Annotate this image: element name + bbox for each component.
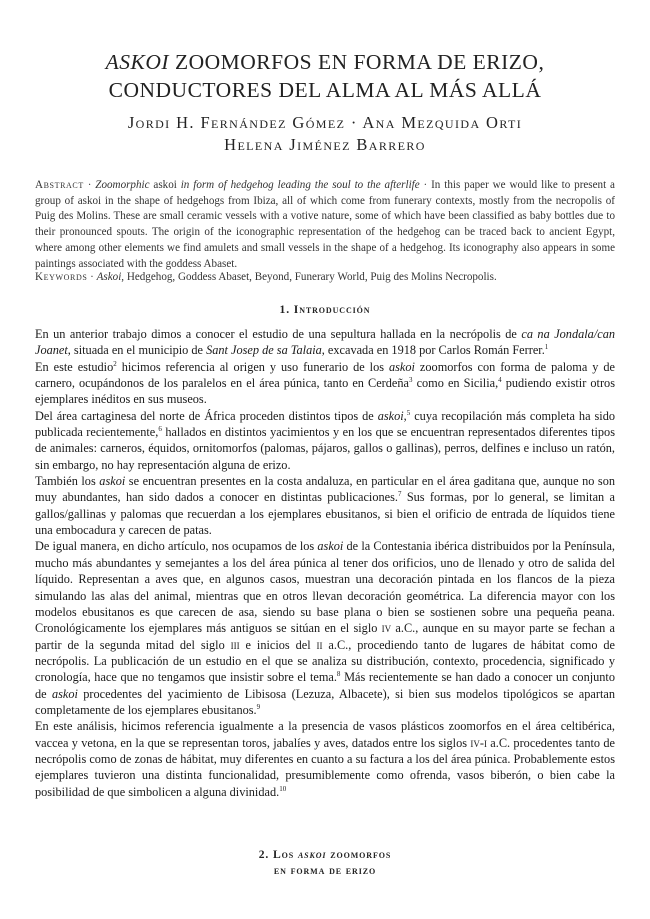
footnote-ref: 6: [158, 424, 162, 433]
footnote-ref: 1: [544, 343, 549, 352]
roman-numeral: iii: [230, 637, 240, 652]
abstract-label: Abstract: [35, 179, 84, 191]
body-text: [35, 326, 615, 800]
abstract-title: Zoomorphic askoi in form of hedgehog leading the soul to the afterlife: [95, 179, 420, 191]
title-askoi: ASKOI: [105, 50, 170, 74]
title-line-1-rest: ZOOMORFOS EN FORMA DE ERIZO,: [169, 50, 545, 74]
paragraph-3: Del área cartaginesa del norte de África proceden distintos tipos de askoi,$^5$ cuya recopilación más completa ha sido publicada recientemente,$^6$ hallados en distintos yacimientos y en los que se encuentran representados diferentes tipos de animales: carneros, équidos, ornitomorfos (palomas, pájaros, gallos o gallinas), perros, delfines e incluso un ratón, sin embargo, no hay representación alguna de erizo.: [35, 408, 615, 472]
roman-numeral: iv: [381, 621, 392, 636]
footnote-ref: 10: [279, 784, 287, 793]
paragraph-6: En este análisis, hicimos referencia igualmente a la presencia de vasos plásticos zoomorfos en el área celtibérica, vaccea y vetona, en la que se representan toros, jabalíes y aves, datados entre los siglos iv-i a.C. procedentes tanto de necrópolis como de zonas de hábitat, muy diferentes en cuanto a su factura a los del área púnica. Probablemente estos ejemplares tuvieron una distinta funcionalidad, presumiblemente como ofrenda, vasos biberón, o bien cabe la posibilidad de que simbolicen a alguna divinidad.$^{10}$: [35, 719, 615, 799]
place-name: Sant Josep de sa Talaia: [206, 343, 322, 358]
footnote-ref: 3: [409, 375, 413, 384]
footnote-ref: 7: [397, 490, 402, 499]
section-heading-2-line-1: 2. Los askoi zoomorfos: [258, 848, 392, 861]
article-title-line-2: CONDUCTORES DEL ALMA AL MÁS ALLÁ: [108, 78, 542, 102]
section-heading-introduccion: 1. Introducción: [279, 303, 371, 316]
keywords-list: , Hedgehog, Goddess Abaset, Beyond, Funerary World, Puig des Molins Necropolis.: [121, 271, 497, 283]
footnote-ref: 2: [113, 359, 117, 368]
footnote-ref: 8: [336, 670, 341, 679]
footnote-ref: 5: [406, 408, 411, 417]
authors-line-2: Helena Jiménez Barrero: [224, 135, 426, 154]
paragraph-5: De igual manera, en dicho artículo, nos ocupamos de los askoi de la Contestania ibérica distribuidos por la Península, mucho más abundantes y semejantes a los del área púnica al tener dos orificios, uno de llenado y otro de salida del líquido. Representan a aves que, en algunos casos, muestran una decoración pintada en los flancos de la pieza simulando las alas del animal, mientras que en otros llevan decoración geométrica. La diferencia mayor con los modelos ebusitanos es que carecen de asa, siendo su base plana o bien se sostienen sobre una pequeña peana. Cronológicamente los ejemplares más antiguos se sitúan en el siglo iv a.C., aunque en su mayor parte se fechan a partir de la segunda mitad del siglo iii e inicios del ii a.C., procediendo tanto de lugares de hábitat como de necrópolis. La publicación de un estudio en el que se analiza su distribución, contexto, procedencia, significado y cronología, hace que no tengamos que insistir sobre el tema.$^8$ Más recientemente se han dado a conocer un conjunto de askoi procedentes del yacimiento de Libisosa (Lezuza, Albacete), si bien sus modelos tipológicos se apartan completamente de los ejemplares ebusitanos.$^9$: [35, 539, 615, 717]
roman-numeral: ii: [316, 637, 323, 652]
footnote-ref: 9: [256, 702, 261, 711]
roman-numeral: iv-i: [470, 735, 487, 750]
paragraph-4: También los askoi se encuentran presentes en la costa andaluza, en particular en el área gaditana que, aunque no son muy abundantes, han sido dados a conocer en distintas publicaciones.$^7$ Sus formas, por lo general, se limitan a gallos/gallinas y palomas que recuerdan a los ejemplares ebusitanos, si bien el orificio de entrada de líquidos tiene una embocadura y carecen de patas.: [35, 474, 615, 538]
abstract: Abstract · Zoomorphic askoi in form of hedgehog leading the soul to the afterlife · In this paper we would like to present a group of askoi in the shape of hedgehogs from Ibiza, all of which come from funerary contexts, mostly from the necropolis of Puig des Molins. These are small ceramic vessels with a votive nature, some of which have been classified as baby bottles due to their pronounced spouts. The origin of the iconographic representation of the hedgehog can be traced back to ancient Egypt, where among other elements we find amulets and small vessels in the shape of a hedgehog. Its iconography also appears in some paintings associated with the goddess Abaset.: [35, 179, 615, 270]
authors-line-1: Jordi H. Fernández Gómez · Ana Mezquida Orti: [127, 113, 523, 132]
keywords-label: Keywords: [35, 271, 88, 283]
place-name: ca na Jondala/can Joanet: [35, 327, 615, 358]
keyword-askoi: Askoi: [96, 271, 122, 283]
keywords: Keywords · Askoi, Hedgehog, Goddess Abaset, Beyond, Funerary World, Puig des Molins Necropolis.: [35, 271, 497, 283]
paragraph-1: En un anterior trabajo dimos a conocer el estudio de una sepultura hallada en la necrópolis de ca na Jondala/can Joanet, situada en el municipio de Sant Josep de sa Talaia, excavada en 1918 por Carlos Román Ferrer.$^1$: [35, 327, 615, 358]
footnote-ref: 4: [498, 375, 502, 384]
paragraph-2: En este estudio$^2$ hicimos referencia al origen y uso funerario de los askoi zoomorfos con forma de paloma y de carnero, ocupándonos de los paralelos en el área púnica, tanto en Cerdeña$^3$ como en Sicilia,$^4$ pudiendo existir otros ejemplares inéditos en sus museos.: [35, 359, 615, 407]
section-heading-2-line-2: en forma de erizo: [273, 864, 377, 877]
article-title-line-1: [40, 50, 610, 75]
abstract-text: · In this paper we would like to present a group of askoi in the shape of hedgehogs from Ibiza, all of which come from funerary contexts, mostly from the necropolis of Puig des Molins. These are small ceramic vessels with a votive nature, some of which have been classified as baby bottles due to their pronounced spouts. The origin of the iconographic representation of the hedgehog can be traced back to ancient Egypt, where among other elements we find amulets and small vessels in the shape of a hedgehog. Its iconography also appears in some paintings associated with the goddess Abaset.: [35, 179, 615, 270]
